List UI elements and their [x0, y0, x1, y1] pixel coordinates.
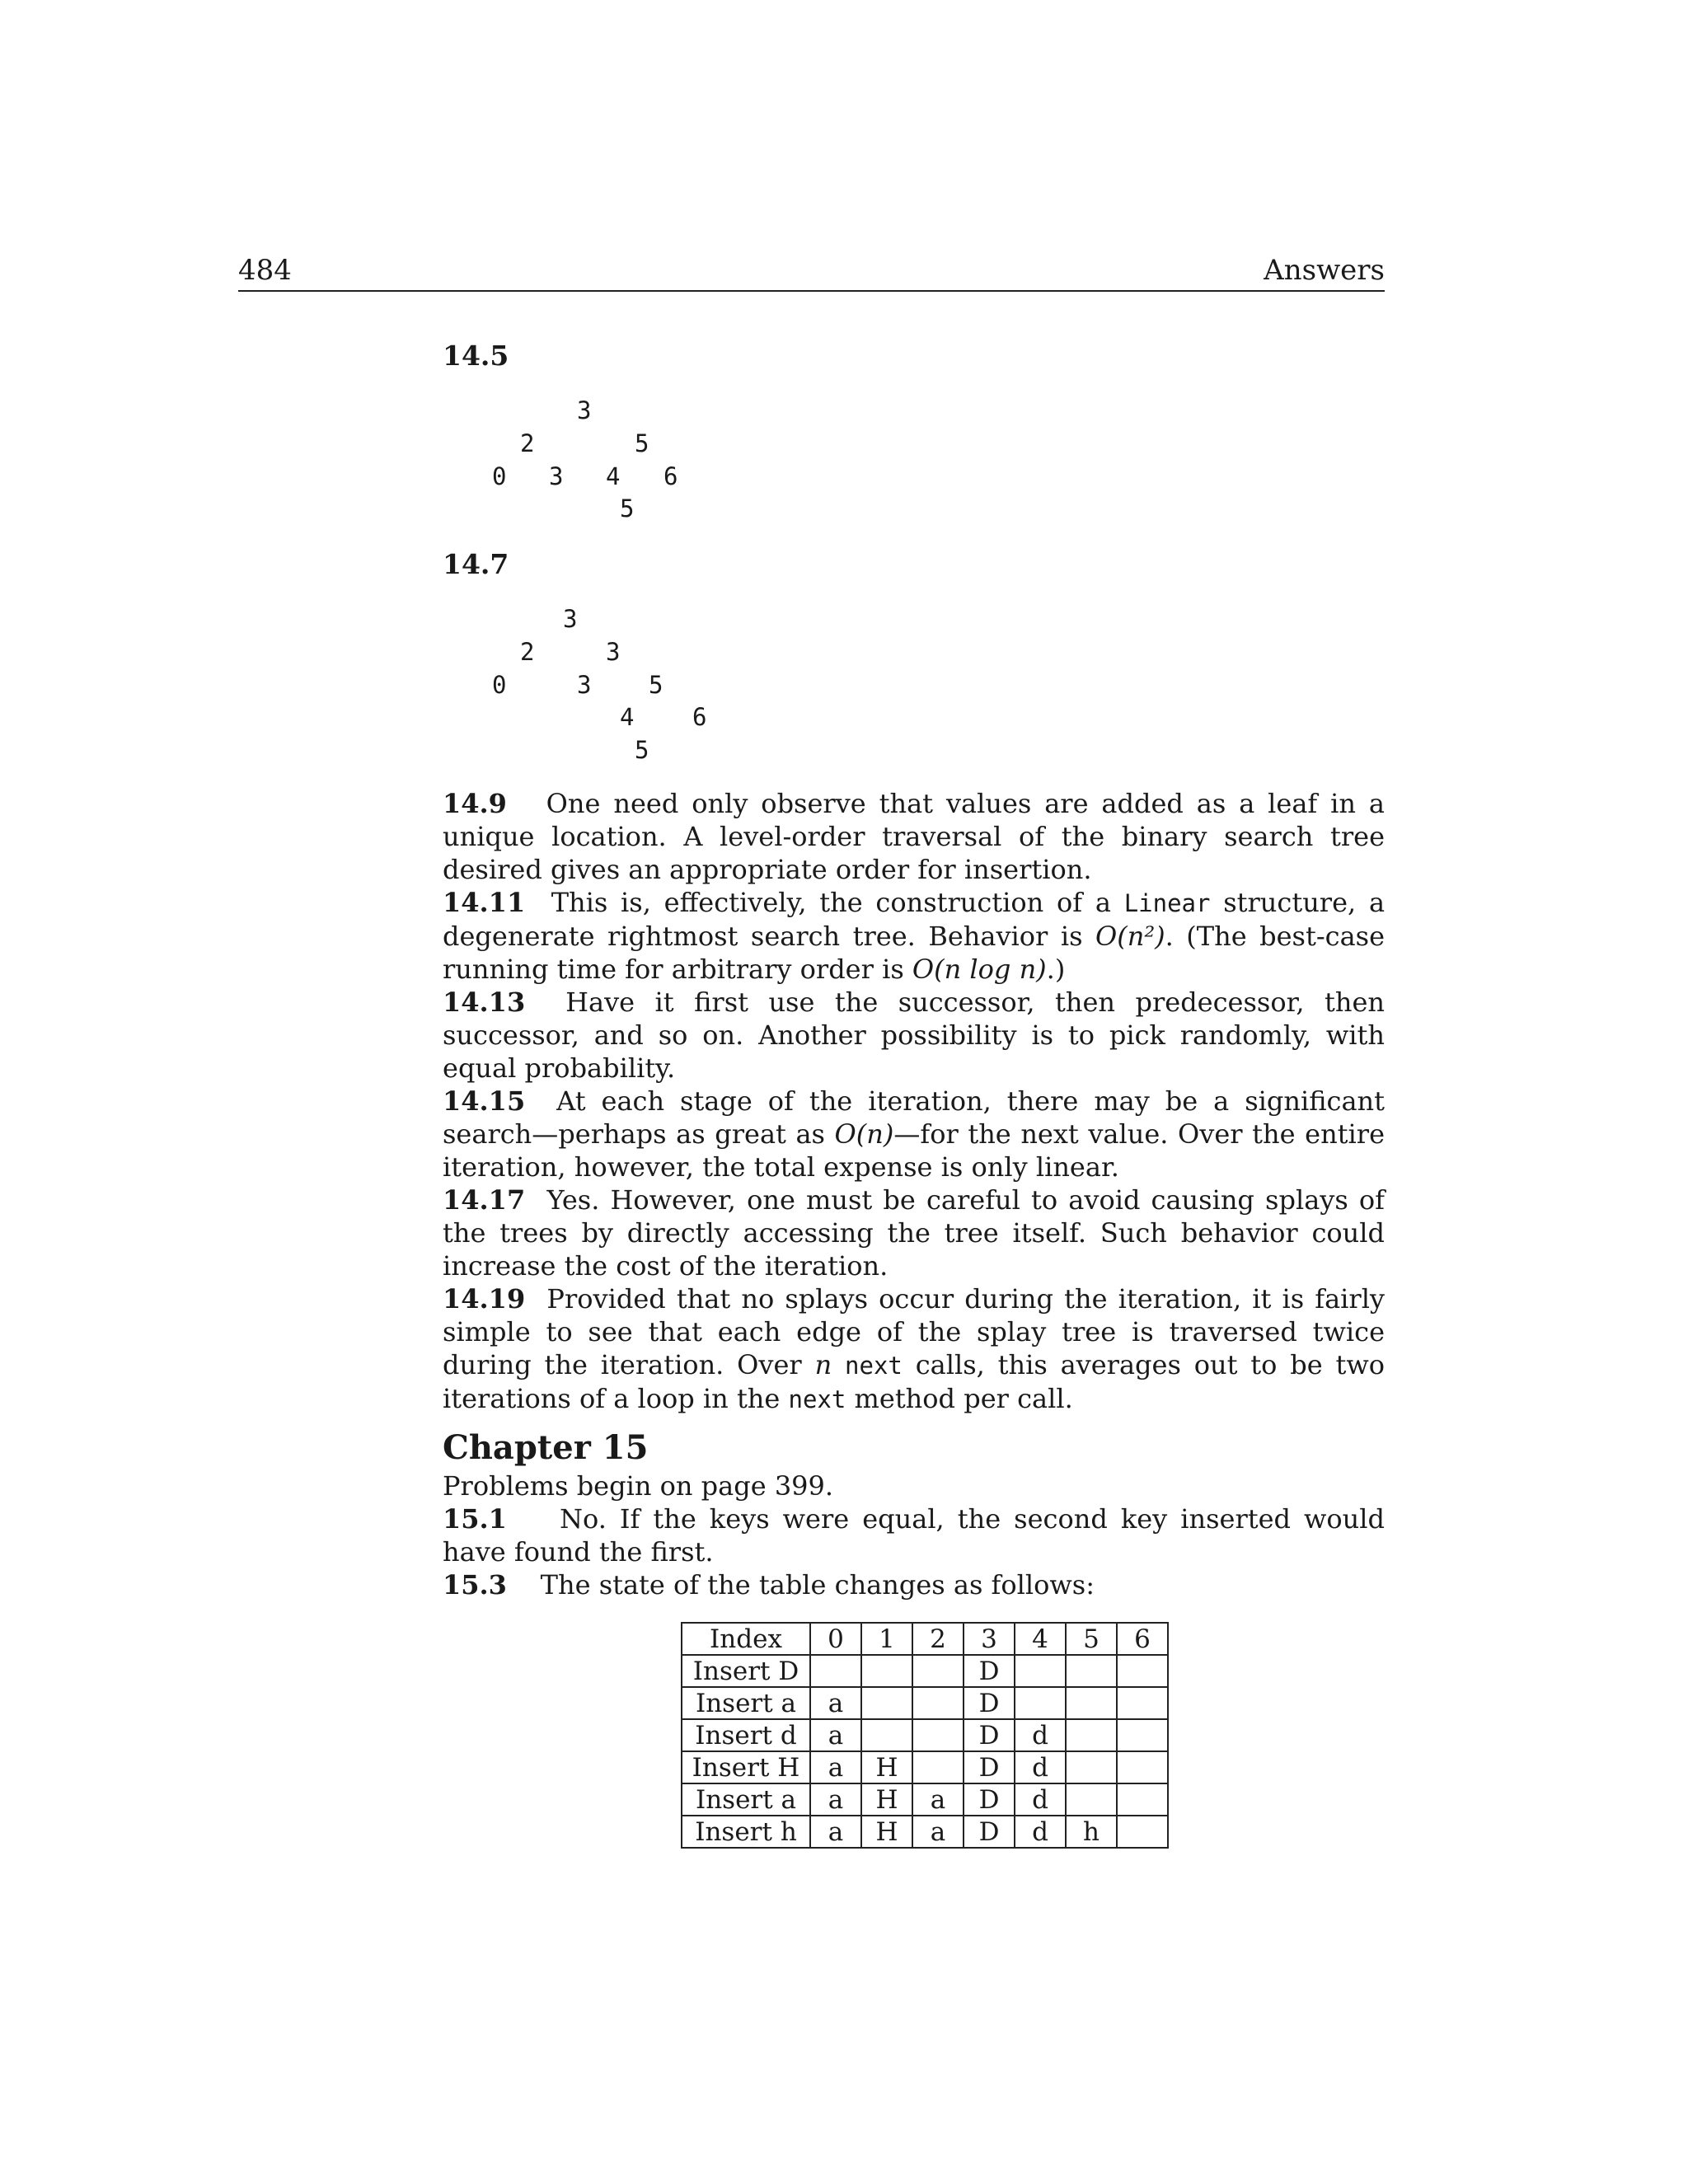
table-cell: Insert d — [682, 1719, 810, 1751]
table-header-cell: Index — [682, 1623, 810, 1655]
table-cell — [1117, 1751, 1168, 1783]
table-cell — [1066, 1751, 1117, 1783]
tree-node: 0 — [492, 671, 507, 699]
answer-14-9 — [443, 787, 1385, 886]
answer-text: . (The best-case running time for arbitrary order is — [443, 921, 1386, 985]
math-expression: O(n) — [834, 1118, 894, 1150]
table-cell — [861, 1655, 912, 1687]
table-row — [682, 1687, 1168, 1719]
table-cell: D — [964, 1655, 1015, 1687]
answer-label: 15.1 — [443, 1503, 507, 1535]
answer-text: Provided that no splays occur during the iteration, it is fairly simple to see that each edge of the splay tree is traversed twice during the iteration. Over — [443, 1283, 1386, 1380]
answer-text: No. If the keys were equal, the second key inserted would have found the first. — [443, 1503, 1386, 1568]
answer-text: method per call. — [854, 1383, 1073, 1414]
tree-node: 3 — [549, 462, 564, 490]
tree-node: 5 — [635, 429, 649, 457]
table-row — [682, 1816, 1168, 1848]
table-cell: a — [810, 1783, 861, 1816]
table-cell: D — [964, 1687, 1015, 1719]
math-expression: O(n log n) — [912, 954, 1047, 985]
tree-node: 3 — [577, 396, 592, 424]
table-cell: a — [810, 1816, 861, 1848]
table-cell: D — [964, 1783, 1015, 1816]
table-cell: d — [1015, 1783, 1066, 1816]
table-cell: d — [1015, 1751, 1066, 1783]
table-cell: a — [912, 1783, 964, 1816]
table-cell — [1117, 1783, 1168, 1816]
code-linear: Linear — [1123, 889, 1211, 917]
table-cell — [1117, 1655, 1168, 1687]
answer-label: 14.17 — [443, 1184, 526, 1216]
table-cell — [1117, 1816, 1168, 1848]
table-cell: H — [861, 1783, 912, 1816]
table-header-cell: 4 — [1015, 1623, 1066, 1655]
answer-text: —for the next value. Over the entire iteration, however, the total expense is only linear. — [443, 1118, 1386, 1183]
answer-14-11 — [443, 886, 1385, 986]
table-cell: Insert h — [682, 1816, 810, 1848]
table-cell — [912, 1751, 964, 1783]
table-cell: H — [861, 1816, 912, 1848]
table-cell — [1117, 1719, 1168, 1751]
table-cell: a — [912, 1816, 964, 1848]
tree-node: 2 — [520, 429, 535, 457]
answer-text: structure, a degenerate rightmost search tree. Behavior is — [443, 887, 1386, 952]
answers-14-block — [443, 787, 1385, 1416]
table-cell — [1066, 1655, 1117, 1687]
table-cell — [1066, 1719, 1117, 1751]
table-cell: D — [964, 1816, 1015, 1848]
table-cell: H — [861, 1751, 912, 1783]
answer-label: 15.3 — [443, 1569, 507, 1601]
tree-node: 5 — [649, 671, 663, 699]
table-cell — [1015, 1687, 1066, 1719]
table-cell: Insert a — [682, 1783, 810, 1816]
tree-node: 5 — [620, 494, 635, 523]
table-row — [682, 1751, 1168, 1783]
chapter-intro: Problems begin on page 399. — [443, 1470, 834, 1502]
answer-14-5-label: 14.5 — [443, 340, 509, 372]
table-row — [682, 1719, 1168, 1751]
table-cell: a — [810, 1687, 861, 1719]
answer-label: 14.9 — [443, 788, 507, 819]
tree-node: 6 — [663, 462, 678, 490]
table-cell — [861, 1719, 912, 1751]
answer-15-1 — [443, 1502, 1385, 1568]
table-cell — [912, 1687, 964, 1719]
table-row — [682, 1783, 1168, 1816]
math-expression: n — [814, 1349, 832, 1380]
answer-text: This is, effectively, the construction of a — [551, 887, 1111, 918]
tree-node: 5 — [635, 736, 649, 764]
answer-14-19 — [443, 1282, 1385, 1416]
table-cell — [1117, 1687, 1168, 1719]
math-expression: O(n²) — [1095, 921, 1165, 952]
answer-text: At each stage of the iteration, there may be a significant search—perhaps as great as — [443, 1085, 1386, 1150]
table-row — [682, 1655, 1168, 1687]
answer-label: 14.15 — [443, 1085, 526, 1117]
answer-label: 14.13 — [443, 987, 526, 1018]
table-cell: a — [810, 1719, 861, 1751]
table-cell: h — [1066, 1816, 1117, 1848]
table-header-cell: 1 — [861, 1623, 912, 1655]
tree-node: 3 — [606, 638, 621, 666]
table-header-cell: 6 — [1117, 1623, 1168, 1655]
answer-label: 14.19 — [443, 1283, 526, 1315]
page-number: 484 — [238, 254, 292, 287]
table-header-cell: 2 — [912, 1623, 964, 1655]
table-cell: d — [1015, 1816, 1066, 1848]
table-cell — [912, 1719, 964, 1751]
answer-text: calls, this averages out to be two iterations of a loop in the — [443, 1349, 1386, 1414]
answer-14-13 — [443, 986, 1385, 1085]
table-cell: Insert D — [682, 1655, 810, 1687]
table-cell — [912, 1655, 964, 1687]
table-cell — [861, 1687, 912, 1719]
answer-text: .) — [1046, 954, 1066, 985]
table-cell: Insert H — [682, 1751, 810, 1783]
table-header-cell: 5 — [1066, 1623, 1117, 1655]
answer-text: Have it first use the successor, then predecessor, then successor, and so on. Another possibility is to pick randomly, with equal probability. — [443, 987, 1386, 1084]
table-cell: d — [1015, 1719, 1066, 1751]
answer-15-3 — [443, 1568, 1385, 1601]
tree-node: 2 — [520, 638, 535, 666]
answer-text: Yes. However, one must be careful to avoid causing splays of the trees by directly accessing the tree itself. Such behavior could increase the cost of the iteration. — [443, 1184, 1386, 1282]
chapter-heading: Chapter 15 — [443, 1428, 649, 1467]
answer-14-7-label: 14.7 — [443, 548, 509, 580]
table-header-cell: 3 — [964, 1623, 1015, 1655]
tree-node: 0 — [492, 462, 507, 490]
tree-node: 4 — [606, 462, 621, 490]
code-next: next — [845, 1352, 903, 1380]
code-next: next — [788, 1385, 846, 1413]
answer-14-17 — [443, 1183, 1385, 1282]
header-rule — [238, 290, 1385, 292]
answer-text: One need only observe that values are added as a leaf in a unique location. A level-order traversal of the binary search tree desired gives an appropriate order for insertion. — [443, 788, 1386, 885]
tree-node: 3 — [563, 605, 578, 633]
table-cell: D — [964, 1719, 1015, 1751]
answer-label: 14.11 — [443, 887, 526, 918]
answer-text: The state of the table changes as follows: — [540, 1569, 1095, 1601]
tree-node: 4 — [620, 703, 635, 731]
table-cell — [1015, 1655, 1066, 1687]
table-header-row — [682, 1623, 1168, 1655]
table-cell: Insert a — [682, 1687, 810, 1719]
tree-node: 3 — [577, 671, 592, 699]
table-cell — [1066, 1783, 1117, 1816]
answer-14-15 — [443, 1085, 1385, 1183]
running-header: Answers — [1264, 254, 1385, 287]
table-cell — [810, 1655, 861, 1687]
tree-node: 6 — [692, 703, 707, 731]
answers-15-block — [443, 1469, 1385, 1601]
table-cell — [1066, 1687, 1117, 1719]
table-cell: a — [810, 1751, 861, 1783]
hash-table-state — [681, 1622, 1169, 1849]
table-header-cell: 0 — [810, 1623, 861, 1655]
table-cell: D — [964, 1751, 1015, 1783]
